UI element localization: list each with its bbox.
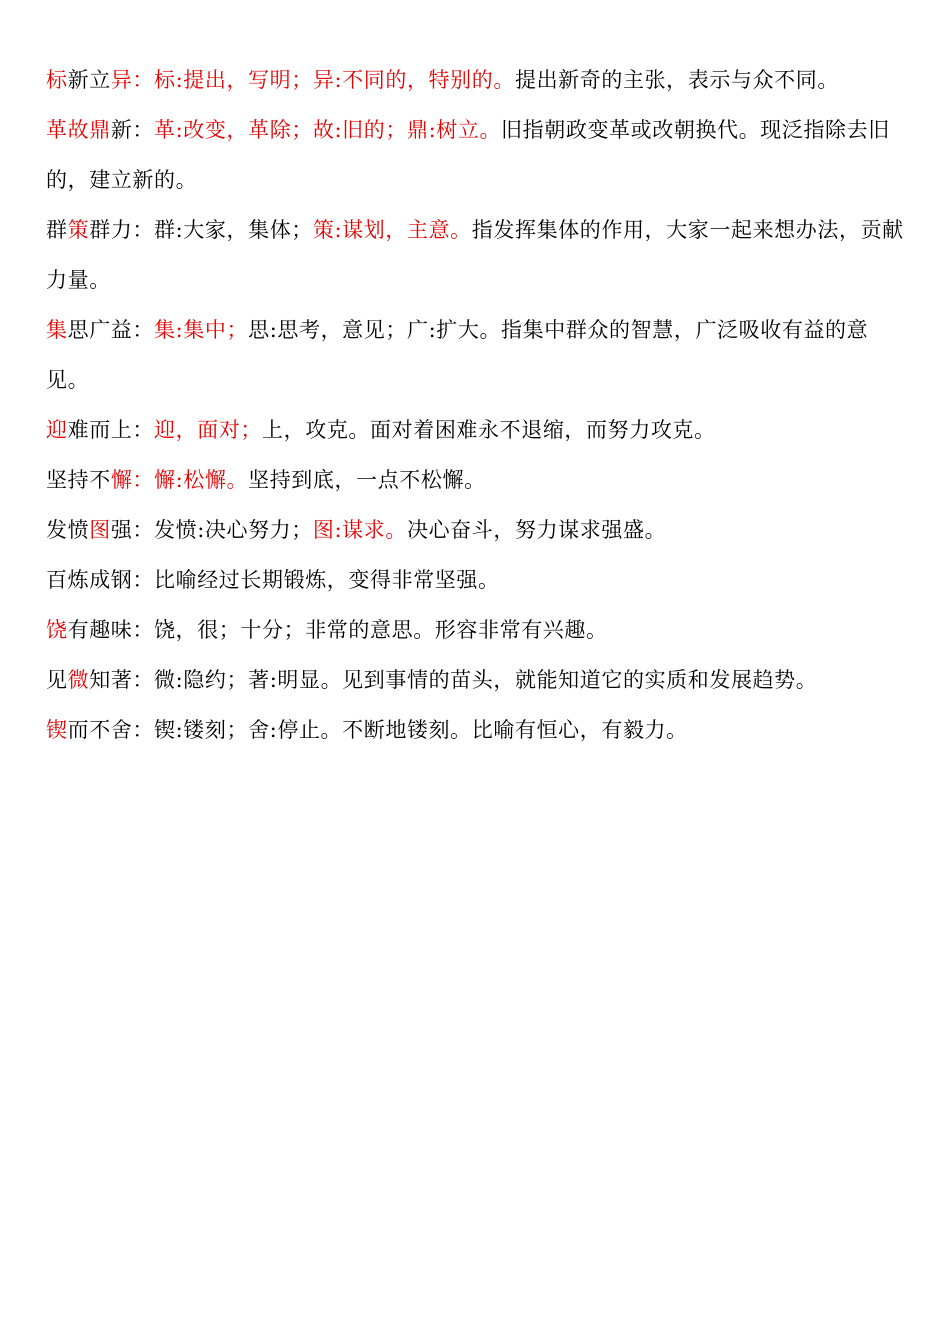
body-text: 坚持不	[46, 468, 111, 492]
idiom-entry	[46, 205, 908, 305]
idiom-document	[46, 55, 908, 755]
highlighted-text: 图	[89, 518, 111, 542]
idiom-entry	[46, 305, 908, 405]
body-text: 强：发愤:决心努力；	[110, 518, 313, 542]
body-text: 思:思考，意见；广:扩大。指集中群众的智慧，广泛吸收有益的意见。	[46, 318, 869, 392]
highlighted-text: 饶	[46, 618, 68, 642]
highlighted-text: 迎	[46, 418, 68, 442]
body-text: 而不舍：锲:镂刻；舍:停止。不断地镂刻。比喻有恒心，有毅力。	[67, 718, 688, 742]
highlighted-text: 异：标:提出，写明；异:不同的，特别的。	[110, 68, 515, 92]
body-text: 有趣味：饶，很；十分；非常的意思。形容非常有兴趣。	[67, 618, 608, 642]
body-text: 指发挥集体的作用，大家一起来想办法，贡献力量。	[46, 218, 904, 292]
highlighted-text: 集	[46, 318, 68, 342]
body-text: 新：	[110, 118, 155, 142]
body-text: 难而上：	[67, 418, 155, 442]
highlighted-text: 迎，面对；	[154, 418, 263, 442]
idiom-entry	[46, 705, 908, 755]
body-text: 上，攻克。面对着困难永不退缩，而努力攻克。	[262, 418, 716, 442]
highlighted-text: 锲	[46, 718, 68, 742]
body-text: 群	[46, 218, 68, 242]
body-text: 提出新奇的主张，表示与众不同。	[514, 68, 839, 92]
idiom-entry	[46, 505, 908, 555]
body-text: 坚持到底，一点不松懈。	[248, 468, 486, 492]
idiom-entry	[46, 55, 908, 105]
idiom-entry	[46, 455, 908, 505]
highlighted-text: 微	[67, 668, 90, 692]
body-text: 见	[46, 668, 68, 692]
body-text: 百炼成钢：比喻经过长期锻炼，变得非常坚强。	[46, 568, 500, 592]
body-text: 决心奋斗，努力谋求强盛。	[406, 518, 667, 542]
body-text: 群力：群:大家，集体；	[89, 218, 313, 242]
highlighted-text: 策:谋划，主意。	[312, 218, 472, 242]
idiom-entry	[46, 655, 908, 705]
body-text: 知著：微:隐约；著:明显。见到事情的苗头，就能知道它的实质和发展趋势。	[89, 668, 818, 692]
idiom-entry	[46, 605, 908, 655]
body-text: 发愤	[46, 518, 90, 542]
body-text: 新立	[67, 68, 111, 92]
highlighted-text: 革:改变，革除；故:旧的；鼎:树立。	[154, 118, 502, 142]
highlighted-text: 懈：懈:松懈。	[110, 468, 249, 492]
idiom-entry	[46, 555, 908, 605]
highlighted-text: 标	[46, 68, 68, 92]
highlighted-text: 策	[67, 218, 90, 242]
idiom-entry	[46, 405, 908, 455]
highlighted-text: 集:集中；	[154, 318, 249, 342]
idiom-entry	[46, 105, 908, 205]
highlighted-text: 革故鼎	[46, 118, 111, 142]
body-text: 思广益：	[67, 318, 155, 342]
body-text: 旧指朝政变革或改朝换代。现泛指除去旧的，建立新的。	[46, 118, 890, 192]
highlighted-text: 图:谋求。	[312, 518, 407, 542]
